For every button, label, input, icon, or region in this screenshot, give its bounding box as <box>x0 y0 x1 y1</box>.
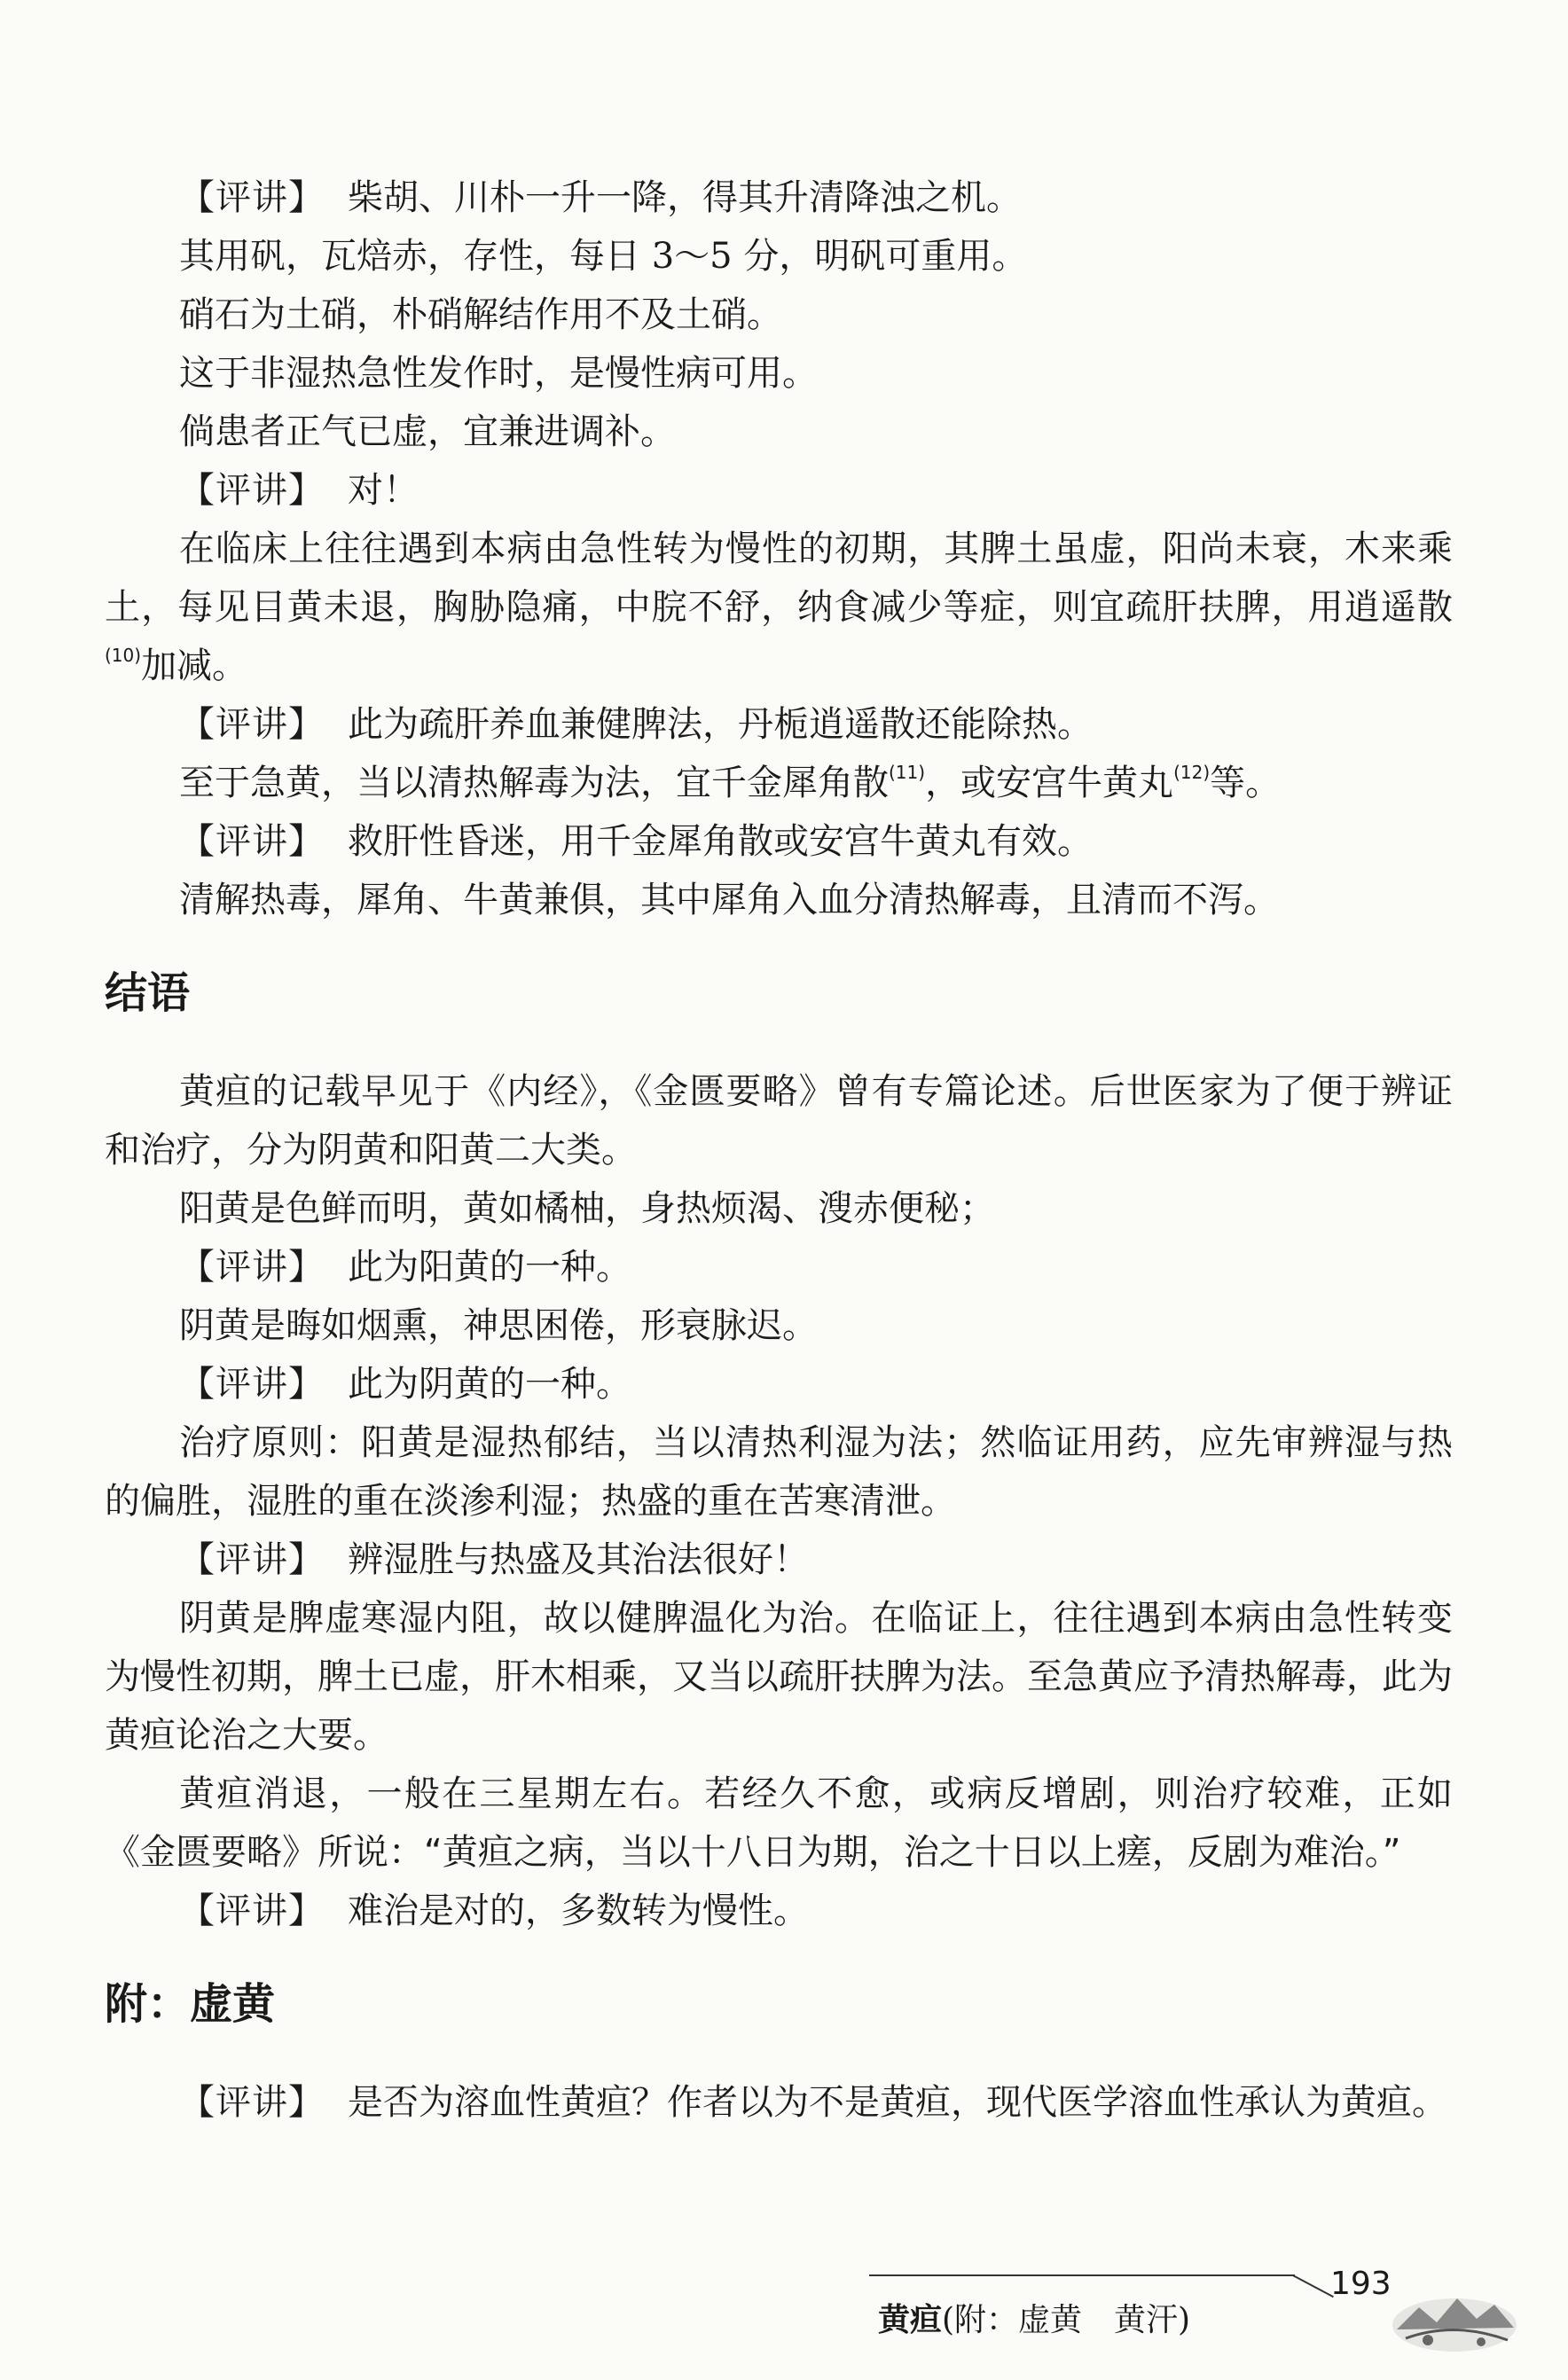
body-paragraph: 阴黄是晦如烟熏，神思困倦，形衰脉迟。 <box>179 1305 818 1346</box>
body-text: 至于急黄，当以清热解毒为法，宜千金犀角散 <box>179 763 889 803</box>
body-paragraph: 倘患者正气已虚，宜兼进调补。 <box>179 411 676 452</box>
comment-continuation <box>105 344 1453 403</box>
body-paragraph <box>105 520 1453 695</box>
body-paragraph: 黄疸的记载早见于《内经》，《金匮要略》曾有专篇论述。后世医家为了便于辨证和治疗，分为阴黄和阳黄二大类。 <box>105 1071 1453 1170</box>
page-footer <box>869 2266 1543 2363</box>
body-paragraph: 黄疸消退，一般在三星期左右。若经久不愈，或病反增剧，则治疗较难，正如《金匮要略》所说：“黄疸之病，当以十八日为期，治之十日以上瘥，反剧为难治。” <box>105 1773 1453 1873</box>
comment-tag: 【评讲】 <box>179 704 325 745</box>
comment-paragraph <box>105 1355 1453 1413</box>
comment-tag: 【评讲】 <box>179 1891 325 1931</box>
comment-text: 柴胡、川朴一升一降，得其升清降浊之机。 <box>348 177 1022 218</box>
page-number: 193 <box>1330 2266 1392 2302</box>
comment-paragraph <box>105 461 1453 520</box>
running-title <box>878 2301 1190 2340</box>
comment-tag: 【评讲】 <box>179 177 325 218</box>
comment-continuation <box>105 871 1453 929</box>
comment-text: 硝石为土硝，朴硝解结作用不及土硝。 <box>179 294 782 335</box>
running-title-sub: (附：虚黄 黄汗) <box>942 2302 1191 2338</box>
body-text: 加减。 <box>141 646 248 686</box>
comment-tag: 【评讲】 <box>179 1539 325 1580</box>
body-paragraph <box>105 754 1453 812</box>
comment-paragraph <box>105 1238 1453 1296</box>
comment-tag: 【评讲】 <box>179 2082 325 2123</box>
comment-text: 此为疏肝养血兼健脾法，丹栀逍遥散还能除热。 <box>348 704 1093 745</box>
body-text: 等。 <box>1210 763 1282 803</box>
footer-rule <box>869 2274 1295 2276</box>
comment-text: 是否为溶血性黄疸？作者以为不是黄疸，现代医学溶血性承认为黄疸。 <box>348 2082 1447 2123</box>
comment-continuation <box>105 286 1453 344</box>
body-text: 在临床上往往遇到本病由急性转为慢性的初期，其脾土虽虚，阳尚未衰，木来乘土，每见目黄未退，胸胁隐痛，中脘不舒，纳食减少等症，则宜疏肝扶脾，用逍遥散 <box>105 528 1453 628</box>
comment-continuation <box>105 227 1453 286</box>
comment-tag: 【评讲】 <box>179 1364 325 1405</box>
comment-text: 清解热毒，犀角、牛黄兼俱，其中犀角入血分清热解毒，且清而不泻。 <box>179 880 1279 920</box>
body-paragraph: 阳黄是色鲜而明，黄如橘柚，身热烦渴、溲赤便秘； <box>179 1188 995 1229</box>
comment-paragraph <box>105 812 1453 871</box>
body-paragraph: 治疗原则：阳黄是湿热郁结，当以清热利湿为法；然临证用药，应先审辨湿与热的偏胜，湿胜的重在淡渗利湿；热盛的重在苦寒清泄。 <box>105 1422 1453 1522</box>
comment-text: 此为阳黄的一种。 <box>348 1247 631 1288</box>
comment-tag: 【评讲】 <box>179 470 325 511</box>
footnote-ref: (12) <box>1173 762 1211 783</box>
comment-paragraph <box>105 168 1453 227</box>
comment-paragraph <box>105 1882 1453 1940</box>
comment-paragraph <box>105 695 1453 754</box>
comment-paragraph <box>105 2073 1453 2132</box>
page-content <box>105 168 1453 2132</box>
comment-text: 此为阴黄的一种。 <box>348 1364 631 1405</box>
footer-rule-diagonal <box>1292 2274 1334 2298</box>
comment-text: 这于非湿热急性发作时，是慢性病可用。 <box>179 353 818 394</box>
comment-tag: 【评讲】 <box>179 1247 325 1288</box>
comment-text: 对！ <box>348 470 419 511</box>
comment-text: 辨湿胜与热盛及其治法很好！ <box>348 1539 809 1580</box>
footnote-ref: (10) <box>105 645 142 666</box>
comment-text: 难治是对的，多数转为慢性。 <box>348 1891 809 1931</box>
comment-text: 其用矾，瓦焙赤，存性，每日 3～5 分，明矾可重用。 <box>179 236 1028 277</box>
running-title-main: 黄疸 <box>878 2302 943 2338</box>
comment-text: 救肝性昏迷，用千金犀角散或安宫牛黄丸有效。 <box>348 821 1093 862</box>
body-text: ，或安宫牛黄丸 <box>925 763 1174 803</box>
comment-tag: 【评讲】 <box>179 821 325 862</box>
body-paragraph: 阴黄是脾虚寒湿内阻，故以健脾温化为治。在临证上，往往遇到本病由急性转变为慢性初期，脾土已虚，肝木相乘，又当以疏肝扶脾为法。至急黄应予清热解毒，此为黄疸论治之大要。 <box>105 1598 1453 1756</box>
landscape-ornament-icon <box>1388 2276 1521 2356</box>
section-heading-appendix: 附：虚黄 <box>105 1979 276 2029</box>
section-heading-conclusion: 结语 <box>105 968 191 1018</box>
comment-paragraph <box>105 1531 1453 1589</box>
footnote-ref: (11) <box>889 762 926 783</box>
